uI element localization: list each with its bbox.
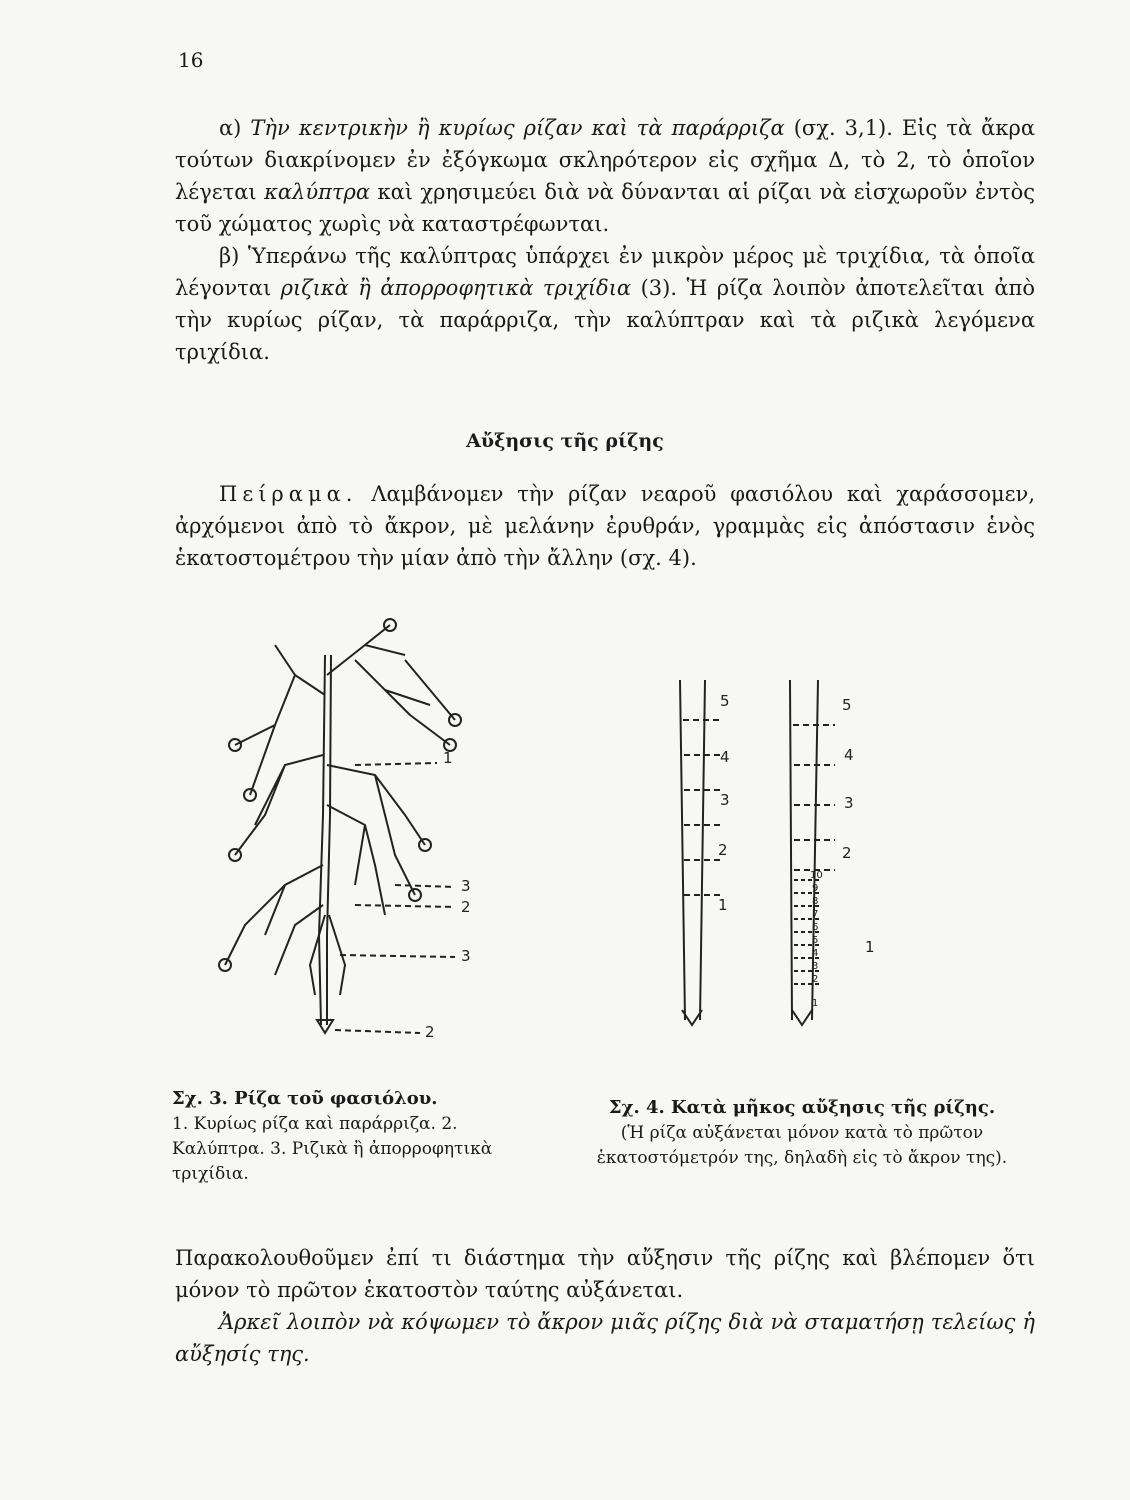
figure-4-growth-drawing [660,670,890,1035]
section-heading: Αὔξησις τῆς ρίζης [466,430,664,452]
fig4-small-mark: 10 [810,870,823,881]
fig3-caption-title: Σχ. 3. Ρίζα τοῦ φασιόλου. [172,1088,438,1109]
page-number: 16 [178,48,204,72]
fig4-left-mark: 3 [720,791,730,809]
fig4-small-mark: 6 [812,922,819,933]
fig4-left-mark: 1 [718,896,728,914]
experiment-label: Πείραμα. [219,482,358,506]
fig4-right-mark: 4 [844,746,854,764]
figure-4-caption [582,1095,1022,1171]
fig4-left-mark: 5 [720,692,730,710]
fig4-caption-title: Σχ. 4. Κατὰ μῆκος αὔξησις τῆς ρίζης. [608,1097,996,1118]
para-a-lead: α) [219,116,251,140]
fig4-right-mark: 5 [842,696,852,714]
fig4-right-mark: 3 [844,794,854,812]
figure-3-root-drawing [205,615,495,1055]
fig3-caption-body: 1. Κυρίως ρίζα καὶ παράρριζα. 2. Καλύπτρα. 3. Ριζικὰ ἢ ἀπορροφητικὰ τριχίδια. [172,1114,493,1184]
experiment-text: Λαμβάνομεν τὴν ρίζαν νεαροῦ φασιόλου καὶ χαράσσομεν, ἀρχόμενοι ἀπὸ τὸ ἄκρον, μὲ μελάνην ἐρυθράν, γραμμὰς εἰς ἀπόστασιν ἑνὸς ἑκατοστομέτρου τὴν μίαν ἀπὸ τὴν ἄλλην (σχ. 4). [175,482,1035,570]
conclusion-italic: Ἀρκεῖ λοιπὸν νὰ κόψωμεν τὸ ἄκρον μιᾶς ρίζης διὰ νὰ σταματήσῃ τελείως ἡ αὔξησίς της. [175,1310,1035,1366]
fig4-right-label: 1 [865,938,875,956]
fig4-small-mark: 4 [812,948,819,959]
fig4-small-mark: 5 [812,935,819,946]
fig3-label: 3 [461,877,471,895]
fig4-right-mark: 2 [842,844,852,862]
fig3-label: 3 [461,947,471,965]
para-b-term: ριζικὰ ἢ ἀπορροφητικὰ τριχίδια [280,276,632,300]
fig4-small-mark: 9 [812,883,819,894]
paragraph-a [175,112,1035,368]
fig3-label: 2 [425,1023,435,1041]
fig4-small-mark: 1 [812,998,819,1009]
figure-3-caption [172,1086,522,1187]
fig4-small-mark: 3 [812,961,819,972]
para-a-term: καλύπτρα [264,180,371,204]
fig4-small-mark: 2 [812,974,819,985]
para-a-end: καὶ χρησιμεύει διὰ νὰ δύνανται αἱ ρίζαι νὰ εἰσχωροῦν ἐντὸς τοῦ χώματος χωρὶς νὰ καταστρέφωνται. [175,180,1036,236]
para-a-italic: Τὴν κεντρικὴν ἢ κυρίως ρίζαν καὶ τὰ παράρριζα [250,116,785,140]
conclusion-text: Παρακολουθοῦμεν ἐπί τι διάστημα τὴν αὔξησιν τῆς ρίζης καὶ βλέπομεν ὅτι μόνον τὸ πρῶτον ἑκατοστὸν ταύτης αὐξάνεται. [175,1246,1035,1302]
conclusion-paragraph [175,1242,1035,1370]
fig4-left-mark: 4 [720,748,730,766]
fig3-label: 2 [461,898,471,916]
fig4-caption-body: (Ἡ ρίζα αὐξάνεται μόνον κατὰ τὸ πρῶτον ἑκατοστόμετρόν της, δηλαδὴ εἰς τὸ ἄκρον της). [596,1123,1008,1168]
fig4-left-mark: 2 [718,841,728,859]
fig3-label: 1 [443,749,453,767]
para-a-rest: (σχ. 3,1). Εἰς τὰ ἄκρα τούτων διακρίνομεν ἐν ἐξόγκωμα σκληρότερον εἰς σχῆμα Δ, τὸ 2, τὸ ὁποῖον λέγεται [175,116,1035,204]
fig4-small-mark: 8 [812,896,819,907]
para-b-start: β) Ὑπεράνω τῆς καλύπτρας ὑπάρχει ἐν μικρὸν μέρος μὲ τριχίδια, τὰ ὁποῖα λέγονται [175,244,1035,300]
fig4-small-mark: 7 [812,909,819,920]
para-b-end: (3). Ἡ ρίζα λοιπὸν ἀποτελεῖται ἀπὸ τὴν κυρίως ρίζαν, τὰ παράρριζα, τὴν καλύπτραν καὶ τὰ ριζικὰ λεγόμενα τριχίδια. [175,276,1035,364]
experiment-paragraph [175,478,1035,574]
